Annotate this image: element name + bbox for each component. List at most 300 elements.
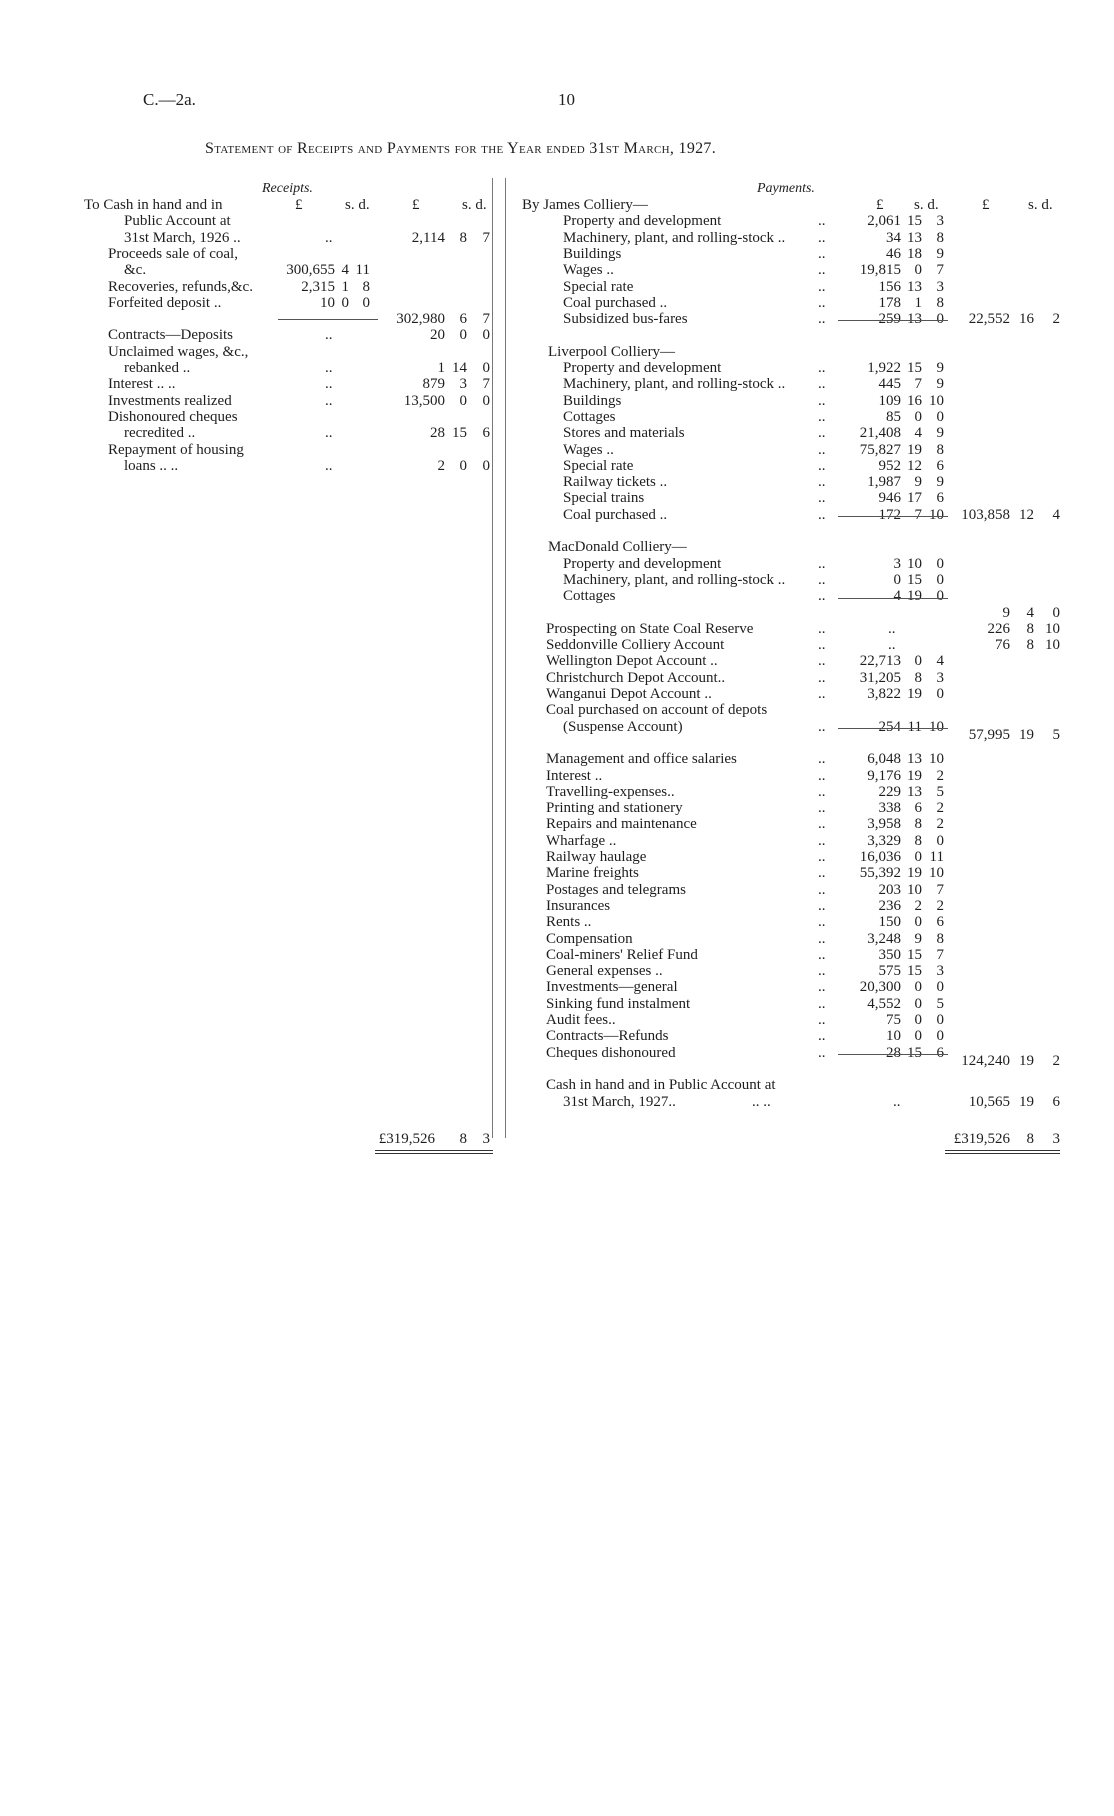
general-item-pounds: 229: [878, 783, 901, 800]
depot-item-label: Wanganui Depot Account ..: [546, 686, 712, 702]
payment-item-pence: 0: [936, 311, 944, 328]
general-total-pounds: 124,240: [961, 1052, 1010, 1069]
receipts-total-pence: 7: [482, 229, 490, 246]
receipts-sub-shillings: 1: [341, 278, 349, 295]
payment-item-pence: 8: [936, 294, 944, 311]
depot-item-total-shillings: 8: [1026, 620, 1034, 637]
depot-item-dots: ..: [818, 620, 826, 637]
general-item-label: Rents ..: [546, 914, 592, 931]
payment-item-pounds: 2,061: [867, 213, 901, 230]
receipts-sub-pence: 0: [362, 294, 370, 311]
payments-col-pound-2: £: [982, 197, 990, 213]
payment-item-dots: ..: [818, 294, 826, 311]
payment-item-pence: 8: [936, 441, 944, 458]
general-item-label: Marine freights: [546, 865, 639, 882]
payment-item-shillings: 0: [914, 262, 922, 279]
receipts-grand-total-pence: 3: [482, 1131, 490, 1147]
receipts-line-label: Unclaimed wages, &c.,: [108, 343, 249, 360]
payment-item-pounds: 4: [893, 588, 901, 605]
payment-item-label: Railway tickets ..: [563, 474, 668, 491]
payment-item-label: Machinery, plant, and rolling-stock ..: [563, 229, 786, 246]
payment-item-label: Buildings: [563, 245, 622, 262]
receipts-total-shillings: 15: [452, 425, 467, 442]
general-item-pence: 0: [936, 832, 944, 849]
general-total-pence: 2: [1052, 1052, 1060, 1069]
general-item-pence: 3: [936, 963, 944, 980]
payment-item-pence: 0: [936, 408, 944, 425]
receipts-line-label: 31st March, 1926 ..: [124, 229, 241, 246]
payment-item-pounds: 75,827: [859, 441, 901, 458]
receipts-line-label: Investments realized: [108, 392, 232, 409]
general-item-label: Compensation: [546, 930, 633, 947]
payment-item-pence: 0: [936, 588, 944, 605]
receipts-grand-total-shillings: 8: [459, 1131, 467, 1147]
receipts-total-pounds: 13,500: [403, 392, 445, 409]
depot-item-pence: 4: [936, 653, 944, 670]
payment-item-dots: ..: [818, 262, 826, 279]
general-item-dots: ..: [818, 832, 826, 849]
general-item-pence: 10: [929, 751, 944, 768]
payment-item-shillings: 15: [907, 360, 922, 376]
payment-item-pence: 6: [936, 490, 944, 507]
payment-item-shillings: 13: [907, 311, 922, 328]
receipts-grand-total-rule: [375, 1150, 493, 1154]
payment-item-dots: ..: [818, 278, 826, 295]
statement-title: Statement of Receipts and Payments for the Year ended 31st March, 1927.: [205, 140, 717, 157]
payment-item-dots: ..: [818, 213, 826, 230]
general-item-dots: ..: [818, 1028, 826, 1045]
payment-item-pence: 9: [936, 425, 944, 442]
payment-item-shillings: 13: [907, 278, 922, 295]
payment-item-label: Special trains: [563, 490, 645, 507]
payment-item-pounds: 19,815: [859, 262, 901, 279]
general-item-pence: 2: [936, 800, 944, 817]
general-item-shillings: 13: [907, 783, 922, 800]
depot-item-pounds: 3,822: [867, 686, 901, 702]
payment-item-pence: 8: [936, 229, 944, 246]
cash-in-hand-dots-2: ..: [893, 1093, 901, 1110]
general-item-shillings: 13: [907, 751, 922, 768]
general-total-shillings: 19: [1019, 1052, 1034, 1069]
payment-item-shillings: 15: [907, 213, 922, 230]
general-item-pounds: 55,392: [859, 865, 901, 882]
payment-group-total-pence: 2: [1052, 311, 1060, 328]
payment-item-dots: ..: [818, 408, 826, 425]
payment-group-rule: [838, 598, 948, 599]
receipts-total-shillings: 6: [459, 311, 467, 328]
payment-item-dots: ..: [818, 425, 826, 442]
depot-item-pounds: 22,713: [859, 653, 901, 670]
payment-item-pounds: 1,987: [867, 474, 901, 491]
depot-item-dots: ..: [818, 637, 826, 654]
receipts-line-dots: ..: [325, 392, 333, 409]
general-item-pence: 0: [936, 979, 944, 996]
payment-item-pence: 0: [936, 555, 944, 572]
receipts-heading: Receipts.: [262, 181, 313, 196]
payment-item-shillings: 19: [907, 441, 922, 458]
receipts-sub-shillings: 4: [341, 262, 349, 279]
receipts-total-shillings: 0: [459, 392, 467, 409]
general-item-pounds: 28: [886, 1044, 901, 1061]
payment-item-label: Subsidized bus-fares: [563, 311, 688, 328]
receipts-line-label: Contracts—Deposits: [108, 327, 233, 344]
receipts-total-shillings: 3: [459, 376, 467, 393]
depot-item-shillings: 0: [914, 653, 922, 670]
payment-group-heading: By James Colliery—: [522, 197, 648, 213]
general-item-dots: ..: [818, 946, 826, 963]
general-item-shillings: 0: [914, 849, 922, 865]
receipts-sub-pounds: 2,315: [301, 278, 335, 295]
general-item-label: Railway haulage: [546, 849, 647, 865]
payment-item-label: Special rate: [563, 457, 634, 474]
payment-item-dots: ..: [818, 506, 826, 523]
receipts-sub-pounds: 300,655: [286, 262, 335, 279]
general-item-pence: 10: [929, 865, 944, 882]
payment-item-shillings: 9: [914, 474, 922, 491]
general-item-shillings: 15: [907, 1044, 922, 1061]
general-item-shillings: 10: [907, 881, 922, 898]
depot-item-dots: ..: [818, 686, 826, 702]
general-item-label: Repairs and maintenance: [546, 816, 697, 833]
cash-in-hand-date: 31st March, 1927..: [563, 1093, 676, 1110]
payment-item-label: Special rate: [563, 278, 634, 295]
payment-item-dots: ..: [818, 571, 826, 588]
general-item-pence: 7: [936, 881, 944, 898]
payment-item-label: Wages ..: [563, 262, 614, 279]
payment-item-label: Property and development: [563, 213, 722, 230]
general-item-dots: ..: [818, 995, 826, 1012]
receipts-grand-total-pounds: £319,526: [378, 1131, 435, 1147]
payment-item-pounds: 259: [878, 311, 901, 328]
payment-item-label: Coal purchased ..: [563, 506, 668, 523]
payments-grand-total-pounds: £319,526: [953, 1131, 1010, 1147]
general-item-pounds: 75: [886, 1012, 901, 1028]
depot-item-pounds: 31,205: [859, 669, 901, 686]
payment-item-pounds: 172: [878, 506, 901, 523]
cash-in-hand-total-pounds: 10,565: [968, 1093, 1010, 1110]
general-item-shillings: 8: [914, 832, 922, 849]
receipts-total-pounds: 2: [437, 457, 445, 474]
general-item-pence: 8: [936, 930, 944, 947]
general-item-shillings: 0: [914, 1012, 922, 1028]
receipts-line-label: Dishonoured cheques: [108, 408, 238, 425]
payment-item-pounds: 178: [878, 294, 901, 311]
general-item-shillings: 19: [907, 865, 922, 882]
receipts-sub-pence: 11: [355, 262, 370, 279]
general-item-shillings: 15: [907, 963, 922, 980]
receipts-line-dots: ..: [325, 425, 333, 442]
general-item-dots: ..: [818, 849, 826, 865]
payment-item-shillings: 10: [907, 555, 922, 572]
receipts-col-sd-1: s. d.: [345, 197, 370, 213]
depot-item-pence: 10: [929, 718, 944, 735]
payment-group-total-pounds: 103,858: [961, 507, 1010, 523]
receipts-col-pound-1: £: [295, 197, 303, 213]
depot-item-total-pounds: 76: [995, 637, 1010, 654]
receipts-line-dots: ..: [325, 457, 333, 474]
general-item-dots: ..: [818, 930, 826, 947]
receipts-total-shillings: 14: [452, 360, 467, 376]
receipts-total-pence: 0: [482, 360, 490, 376]
general-item-pence: 6: [936, 914, 944, 931]
general-item-pounds: 6,048: [867, 751, 901, 768]
general-item-label: Insurances: [546, 897, 611, 914]
general-item-label: Contracts—Refunds: [546, 1028, 669, 1045]
general-item-pence: 5: [936, 995, 944, 1012]
general-item-dots: ..: [818, 767, 826, 784]
payment-item-shillings: 13: [907, 229, 922, 246]
general-item-pence: 5: [936, 783, 944, 800]
general-item-shillings: 0: [914, 979, 922, 996]
receipts-total-pounds: 2,114: [411, 229, 445, 246]
general-item-pounds: 16,036: [859, 849, 901, 865]
payments-grand-total-rule: [945, 1150, 1060, 1154]
general-item-pounds: 575: [878, 963, 901, 980]
receipts-line-label: Recoveries, refunds,&c.: [108, 278, 253, 295]
general-item-shillings: 9: [914, 930, 922, 947]
payment-group-total-shillings: 4: [1026, 604, 1034, 621]
payment-item-dots: ..: [818, 360, 826, 376]
payment-item-pounds: 952: [878, 457, 901, 474]
payment-item-pounds: 1,922: [867, 360, 901, 376]
general-item-pounds: 20,300: [859, 979, 901, 996]
receipts-line-dots: ..: [325, 376, 333, 393]
general-item-shillings: 15: [907, 946, 922, 963]
payment-item-pence: 10: [929, 392, 944, 409]
depots-total-pounds: 57,995: [968, 726, 1010, 743]
general-item-pence: 0: [936, 1028, 944, 1045]
payment-item-pounds: 3: [893, 555, 901, 572]
payment-item-shillings: 19: [907, 588, 922, 605]
general-item-shillings: 19: [907, 767, 922, 784]
general-item-dots: ..: [818, 897, 826, 914]
cash-in-hand-total-pence: 6: [1052, 1093, 1060, 1110]
payment-group-total-pounds: 9: [1002, 604, 1010, 621]
payment-item-pounds: 85: [886, 408, 901, 425]
receipts-total-shillings: 0: [459, 327, 467, 344]
general-item-pounds: 9,176: [867, 767, 901, 784]
general-item-label: Wharfage ..: [546, 832, 617, 849]
payment-item-label: Property and development: [563, 360, 722, 376]
general-item-dots: ..: [818, 1044, 826, 1061]
receipts-total-shillings: 0: [459, 457, 467, 474]
general-item-dots: ..: [818, 816, 826, 833]
payments-grand-total-shillings: 8: [1026, 1131, 1034, 1147]
general-item-pounds: 203: [878, 881, 901, 898]
depot-item-label: Wellington Depot Account ..: [546, 653, 718, 670]
payment-group-heading: Liverpool Colliery—: [548, 343, 676, 360]
payment-item-dots: ..: [818, 376, 826, 393]
general-item-pounds: 338: [878, 800, 901, 817]
depot-item-total-pence: 10: [1045, 637, 1060, 654]
general-item-dots: ..: [818, 751, 826, 768]
column-divider-right: [492, 178, 493, 1138]
receipts-total-pounds: 1: [437, 360, 445, 376]
depot-item-pounds: 254: [878, 718, 901, 735]
receipts-line-label: Repayment of housing: [108, 441, 244, 458]
receipts-total-pence: 6: [482, 425, 490, 442]
receipts-line-label: Proceeds sale of coal,: [108, 245, 238, 262]
payment-group-total-shillings: 12: [1019, 507, 1034, 523]
payment-item-dots: ..: [818, 229, 826, 246]
general-item-pounds: 4,552: [867, 995, 901, 1012]
receipts-line-label: Public Account at: [124, 213, 231, 230]
payment-item-pence: 7: [936, 262, 944, 279]
payments-col-pound-1: £: [876, 197, 884, 213]
payment-item-label: Cottages: [563, 588, 616, 605]
payment-item-dots: ..: [818, 588, 826, 605]
receipts-total-pence: 7: [482, 376, 490, 393]
payment-group-total-pounds: 22,552: [968, 311, 1010, 328]
cash-in-hand-total-shillings: 19: [1019, 1093, 1034, 1110]
payment-item-pence: 9: [936, 360, 944, 376]
general-item-shillings: 0: [914, 914, 922, 931]
general-item-label: Postages and telegrams: [546, 881, 686, 898]
receipts-sub-shillings: 0: [341, 294, 349, 311]
general-item-dots: ..: [818, 1012, 826, 1028]
depot-item-label: Coal purchased on account of depots: [546, 702, 768, 719]
payments-col-sd-2: s. d.: [1028, 197, 1053, 213]
depot-item-shillings: 11: [907, 718, 922, 735]
payments-col-sd-1: s. d.: [914, 197, 939, 213]
depots-total-pence: 5: [1052, 726, 1060, 743]
receipts-line-label: recredited ..: [124, 425, 196, 442]
general-item-label: Audit fees..: [546, 1012, 616, 1028]
general-item-label: Management and office salaries: [546, 751, 737, 768]
depot-item-label: (Suspense Account): [563, 718, 683, 735]
payment-item-pounds: 0: [893, 571, 901, 588]
depot-item-dots: ..: [818, 669, 826, 686]
depot-item-dots: ..: [818, 718, 826, 735]
payment-item-shillings: 0: [914, 408, 922, 425]
payment-item-label: Buildings: [563, 392, 622, 409]
receipts-total-pounds: 28: [430, 425, 445, 442]
payment-item-shillings: 16: [907, 392, 922, 409]
payment-item-dots: ..: [818, 555, 826, 572]
page-ref: C.—2a.: [143, 90, 196, 109]
receipts-line-label: loans .. ..: [124, 457, 179, 474]
receipts-line-dots: ..: [325, 327, 333, 344]
payment-item-pounds: 156: [878, 278, 901, 295]
payment-item-pounds: 46: [886, 245, 901, 262]
general-item-pence: 11: [929, 849, 944, 865]
payment-item-label: Machinery, plant, and rolling-stock ..: [563, 571, 786, 588]
payment-item-dots: ..: [818, 441, 826, 458]
payment-group-total-pence: 0: [1052, 604, 1060, 621]
depot-item-pence: 0: [936, 686, 944, 702]
payment-item-pounds: 21,408: [859, 425, 901, 442]
payment-item-label: Stores and materials: [563, 425, 685, 442]
receipts-line-label: &c.: [124, 262, 147, 279]
general-item-pounds: 3,248: [867, 930, 901, 947]
payment-item-shillings: 17: [907, 490, 922, 507]
general-item-shillings: 6: [914, 800, 922, 817]
payment-item-dots: ..: [818, 392, 826, 409]
receipts-line-dots: ..: [325, 360, 333, 376]
payment-item-label: Wages ..: [563, 441, 614, 458]
receipts-total-pence: 0: [482, 392, 490, 409]
receipts-line-label: Forfeited deposit ..: [108, 294, 222, 311]
payment-item-shillings: 7: [914, 506, 922, 523]
general-item-dots: ..: [818, 865, 826, 882]
receipts-total-pence: 7: [482, 311, 490, 328]
general-item-pounds: 3,329: [867, 832, 901, 849]
general-item-dots: ..: [818, 979, 826, 996]
general-item-pence: 2: [936, 816, 944, 833]
general-item-shillings: 2: [914, 897, 922, 914]
payment-item-dots: ..: [818, 474, 826, 491]
depot-item-total-pounds: 226: [987, 620, 1010, 637]
general-item-dots: ..: [818, 881, 826, 898]
receipts-sub-pence: 8: [362, 278, 370, 295]
general-item-pence: 2: [936, 767, 944, 784]
general-item-pence: 7: [936, 946, 944, 963]
general-item-pence: 6: [936, 1044, 944, 1061]
receipts-line-dots: ..: [325, 229, 333, 246]
payment-item-label: Machinery, plant, and rolling-stock ..: [563, 376, 786, 393]
column-divider-left: [505, 178, 506, 1138]
general-item-label: Sinking fund instalment: [546, 995, 691, 1012]
receipts-total-pence: 0: [482, 327, 490, 344]
payment-item-pence: 6: [936, 457, 944, 474]
depots-total-shillings: 19: [1019, 726, 1034, 743]
general-item-shillings: 8: [914, 816, 922, 833]
depot-item-pence: 3: [936, 669, 944, 686]
cash-in-hand-label: Cash in hand and in Public Account at: [546, 1077, 776, 1094]
receipts-total-pounds: 879: [422, 376, 445, 393]
depot-item-label: Seddonville Colliery Account: [546, 637, 725, 654]
payment-item-dots: ..: [818, 490, 826, 507]
payment-group-heading: MacDonald Colliery—: [548, 539, 687, 556]
payment-group-total-pence: 4: [1052, 507, 1060, 523]
general-item-pence: 0: [936, 1012, 944, 1028]
general-item-pounds: 10: [886, 1028, 901, 1045]
payment-item-pounds: 109: [878, 392, 901, 409]
receipts-col-sd-2: s. d.: [462, 197, 487, 213]
payment-item-pence: 9: [936, 376, 944, 393]
payment-item-shillings: 7: [914, 376, 922, 393]
general-item-label: Printing and stationery: [546, 800, 683, 817]
payment-item-label: Coal purchased ..: [563, 294, 668, 311]
general-item-shillings: 0: [914, 995, 922, 1012]
payment-item-pence: 9: [936, 474, 944, 491]
payment-item-pence: 9: [936, 245, 944, 262]
general-item-pounds: 3,958: [867, 816, 901, 833]
receipts-col-pound-2: £: [412, 197, 420, 213]
payment-group-total-shillings: 16: [1019, 311, 1034, 328]
payment-item-dots: ..: [818, 457, 826, 474]
depot-item-dots: ..: [818, 653, 826, 670]
payment-item-dots: ..: [818, 311, 826, 328]
depot-item-total-shillings: 8: [1026, 637, 1034, 654]
receipts-line-label: Interest .. ..: [108, 376, 176, 393]
payment-item-shillings: 4: [914, 425, 922, 442]
general-item-label: Interest ..: [546, 767, 603, 784]
payment-item-pence: 10: [929, 506, 944, 523]
payment-item-pounds: 946: [878, 490, 901, 507]
receipts-total-pence: 0: [482, 457, 490, 474]
payment-item-label: Property and development: [563, 555, 722, 572]
general-item-label: Investments—general: [546, 979, 678, 996]
depot-item-shillings: 19: [907, 686, 922, 702]
depot-item-dots-2: ..: [888, 637, 896, 654]
receipts-total-pounds: 20: [430, 327, 445, 344]
receipts-total-pounds: 302,980: [396, 311, 445, 328]
depot-item-label: Prospecting on State Coal Reserve: [546, 620, 754, 637]
receipts-total-shillings: 8: [459, 229, 467, 246]
payment-item-pounds: 34: [886, 229, 901, 246]
payment-item-pence: 0: [936, 571, 944, 588]
